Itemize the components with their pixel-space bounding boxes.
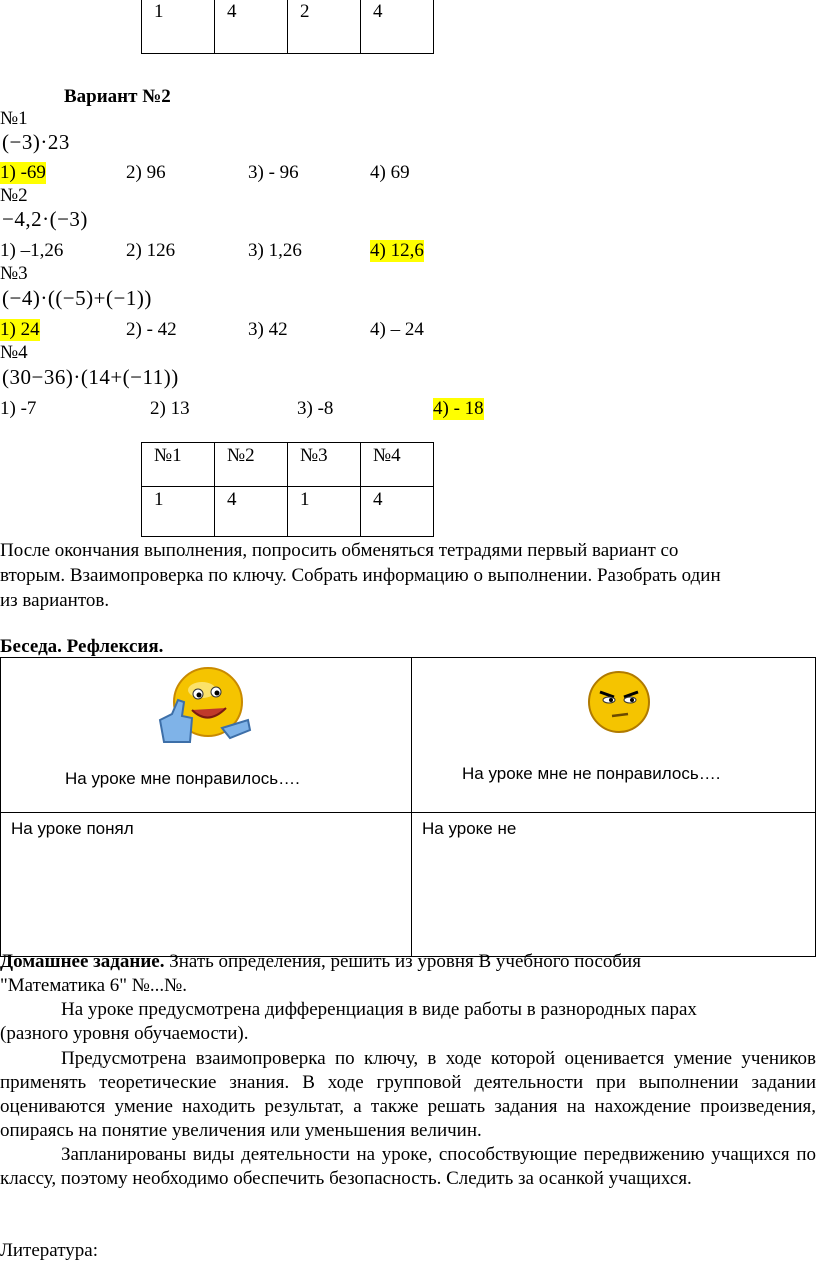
reflection-disliked-text: На уроке мне не понравилось….	[462, 764, 721, 783]
answer-key-header: №4	[361, 443, 434, 487]
top-answer-cell: 2	[288, 0, 361, 54]
answer-key-value: 1	[142, 487, 215, 537]
homework-line	[0, 951, 641, 973]
top-answer-cell: 4	[361, 0, 434, 54]
task-number: №1	[0, 108, 28, 129]
thumbs-up-smiley-icon	[156, 660, 256, 752]
reflection-liked-text: На уроке мне понравилось….	[65, 769, 300, 788]
task-number: №4	[0, 342, 28, 363]
answer-key-table	[141, 442, 434, 537]
reflection-cell-disliked	[412, 658, 816, 813]
answer-key-header: №3	[288, 443, 361, 487]
task-option: 1) –1,26	[0, 240, 64, 261]
homework-line2: "Математика 6" №...№.	[0, 975, 188, 996]
paragraph-peer-review: Предусмотрена взаимопроверка по ключу, в ходе которой оценивается умение учеников применять теоретические знания. В ходе групповой деятельности при выполнении задании оцениваются умение находить результат, а также решать задания на нахождение произведения, опираясь на понятие увеличения или уменьшения величин.	[0, 1048, 816, 1141]
reflection-cell-not-understood	[412, 813, 816, 957]
task-option: 3) 1,26	[248, 240, 302, 261]
answer-key-value: 1	[288, 487, 361, 537]
task-option: 2) - 42	[126, 319, 177, 340]
task-option-correct: 4) 12,6	[370, 240, 424, 261]
task-option: 3) 42	[248, 319, 288, 340]
task-option: 4) – 24	[370, 319, 424, 340]
answer-key-header: №1	[142, 443, 215, 487]
instruction-line: вторым. Взаимопроверка по ключу. Собрать информацию о выполнении. Разобрать один	[0, 565, 721, 586]
reflection-cell-liked	[1, 658, 412, 813]
paragraph-differentiation-cont: (разного уровня обучаемости).	[0, 1023, 249, 1044]
task-expression: (−3)·23	[2, 130, 70, 154]
reflection-cell-understood	[1, 813, 412, 957]
reflection-understood-text: На уроке понял	[11, 819, 134, 838]
task-option-correct: 1) -69	[0, 162, 46, 183]
paragraph-differentiation: На уроке предусмотрена дифференциация в виде работы в разнородных парах	[61, 999, 697, 1020]
task-option-correct: 4) - 18	[433, 398, 484, 419]
task-option: 2) 96	[126, 162, 166, 183]
answer-key-header: №2	[215, 443, 288, 487]
task-option: 3) -8	[297, 398, 334, 419]
frowning-smiley-icon	[584, 670, 654, 734]
top-answer-cell: 4	[215, 0, 288, 54]
task-expression: (30−36)·(14+(−11))	[2, 365, 179, 389]
answer-key-value: 4	[215, 487, 288, 537]
task-option: 4) 69	[370, 162, 410, 183]
homework-label: Домашнее задание.	[0, 951, 165, 972]
instruction-line: из вариантов.	[0, 590, 110, 611]
task-option-correct: 1) 24	[0, 319, 40, 340]
reflection-title: Беседа. Рефлексия.	[0, 636, 164, 657]
task-option: 2) 13	[150, 398, 190, 419]
variant-title: Вариант №2	[64, 86, 171, 107]
task-expression: −4,2·(−3)	[2, 207, 88, 231]
homework-text: Знать определения, решить из уровня В учебного пособия	[164, 951, 641, 972]
reflection-table	[0, 657, 816, 957]
instruction-line: После окончания выполнения, попросить обменяться тетрадями первый вариант со	[0, 540, 679, 561]
task-option: 2) 126	[126, 240, 176, 261]
task-number: №3	[0, 263, 28, 284]
paragraph-safety: Запланированы виды деятельности на уроке, способствующие передвижению учащихся по классу, поэтому необходимо обеспечить безопасность. Следить за осанкой учащихся.	[0, 1144, 816, 1189]
literature-heading: Литература:	[0, 1240, 98, 1261]
answer-key-value: 4	[361, 487, 434, 537]
top-answer-cell: 1	[142, 0, 215, 54]
task-number: №2	[0, 185, 28, 206]
reflection-not-understood-text: На уроке не	[422, 819, 517, 838]
task-option: 1) -7	[0, 398, 37, 419]
top-answer-table	[141, 0, 434, 54]
task-option: 3) - 96	[248, 162, 299, 183]
task-expression: (−4)·((−5)+(−1))	[2, 286, 152, 310]
